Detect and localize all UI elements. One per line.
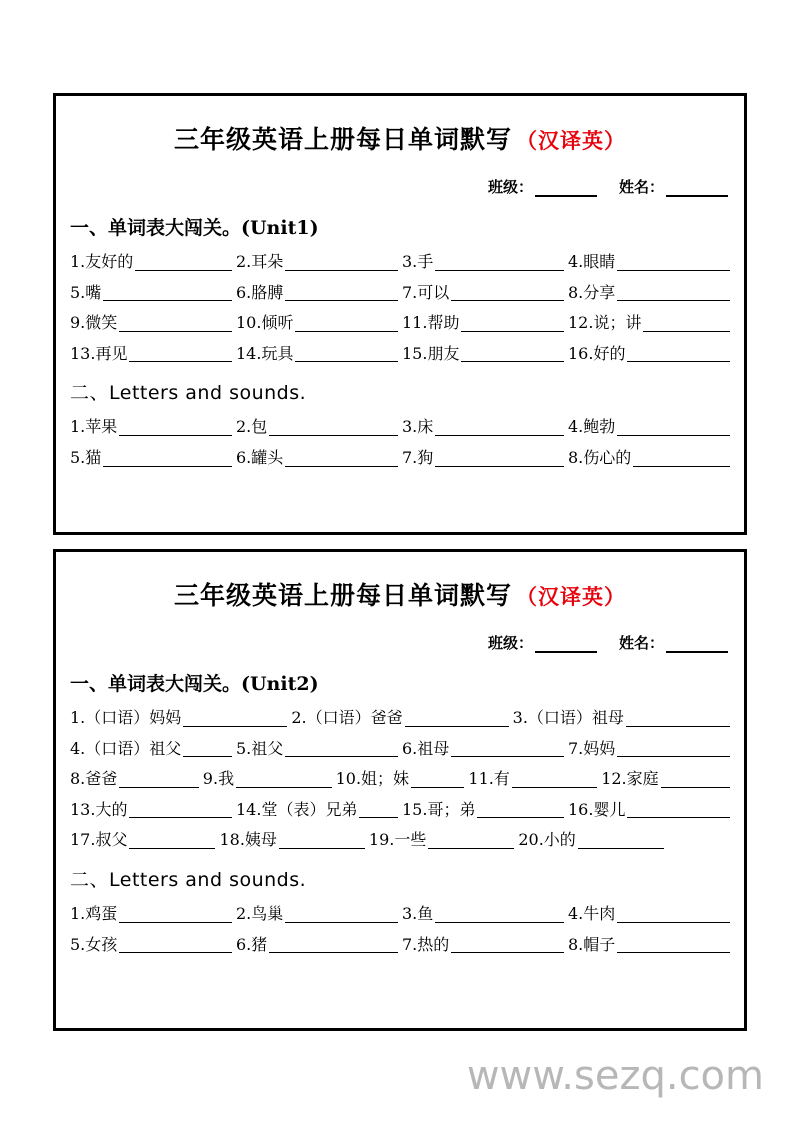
answer-blank[interactable] [435,452,564,467]
answer-blank[interactable] [512,773,597,788]
answer-blank[interactable] [285,742,398,757]
question-row [70,831,730,849]
question-label: 4.鲍勃 [568,417,616,437]
question-item [402,449,568,467]
card-title [70,576,730,612]
question-label: 4.（口语）祖父 [70,738,182,758]
question-item [219,831,368,849]
question-item [568,740,730,758]
question-item [402,284,568,302]
question-item [70,801,236,819]
question-item [236,284,402,302]
answer-blank[interactable] [617,256,730,271]
answer-blank[interactable] [626,712,730,727]
question-item [70,253,236,271]
question-label: 1.鸡蛋 [70,903,118,923]
answer-blank[interactable] [617,286,730,301]
answer-blank[interactable] [643,317,730,332]
answer-blank[interactable] [119,773,199,788]
question-label: 6.猪 [236,934,268,954]
class-field [488,176,597,197]
answer-blank[interactable] [627,803,730,818]
question-label: 2.（口语）爸爸 [291,708,403,727]
question-item [568,314,730,332]
question-item [568,253,730,271]
question-item [568,284,730,302]
answer-blank[interactable] [269,938,398,953]
question-label: 3.床 [402,417,434,437]
answer-blank[interactable] [451,938,564,953]
question-label: 11.有 [468,769,510,789]
answer-blank[interactable] [119,938,232,953]
question-label: 13.再见 [70,343,128,363]
question-item [468,770,601,788]
class-label: 班级： [487,178,533,196]
question-label: 2.鸟巢 [236,903,284,923]
question-label: 20.小的 [518,830,576,850]
question-item [336,770,469,788]
question-label: 7.妈妈 [568,738,616,758]
question-label: 10.姐；妹 [335,769,410,789]
question-label: 1.友好的 [70,252,134,271]
question-label: 6.祖母 [402,738,450,758]
question-label: 8.分享 [568,282,616,302]
question-row [70,740,730,758]
question-label: 4.牛肉 [568,903,616,923]
question-label: 10.倾听 [236,313,294,333]
question-label: 8.伤心的 [568,447,632,467]
answer-blank[interactable] [617,742,730,757]
answer-blank[interactable] [269,421,398,436]
question-item [402,418,568,436]
question-label: 16.婴儿 [568,799,626,819]
answer-blank[interactable] [129,347,232,362]
answer-blank[interactable] [285,452,398,467]
answer-blank[interactable] [451,286,564,301]
section-heading-unit2: 一、单词表大闯关。(Unit2) [70,673,319,695]
question-label: 3.鱼 [402,903,434,923]
answer-blank[interactable] [103,452,232,467]
answer-blank[interactable] [617,938,730,953]
question-label: 3.（口语）祖母 [512,708,624,727]
question-item [291,709,512,727]
name-label: 姓名： [618,178,664,196]
question-item [236,345,402,363]
answer-blank[interactable] [236,773,332,788]
question-row [70,709,730,727]
question-item [203,770,336,788]
answer-blank[interactable] [135,256,232,271]
answer-blank[interactable] [295,317,398,332]
question-row [70,253,730,271]
answer-blank[interactable] [129,834,215,849]
question-item [513,709,730,727]
question-item [568,418,730,436]
answer-blank[interactable] [461,317,564,332]
answer-blank[interactable] [617,421,730,436]
answer-blank[interactable] [119,421,232,436]
answer-blank[interactable] [633,452,730,467]
question-label: 9.我 [202,769,235,789]
student-meta-row [70,176,730,197]
question-item [70,314,236,332]
question-label: 9.微笑 [70,313,118,333]
answer-blank[interactable] [477,803,564,818]
question-label: 7.可以 [402,282,450,302]
answer-blank[interactable] [435,256,564,271]
question-item [70,740,236,758]
question-label: 16.好的 [568,343,626,363]
answer-blank[interactable] [285,908,398,923]
question-item [236,905,402,923]
answer-blank[interactable] [428,834,514,849]
class-blank[interactable] [535,636,597,653]
card-title-main: 三年级英语上册每日单词默写 [173,581,512,610]
answer-blank[interactable] [359,803,398,818]
question-item [568,905,730,923]
name-field [619,632,728,653]
question-label: 5.猫 [70,447,102,467]
question-label: 5.祖父 [236,738,284,758]
question-item [70,418,236,436]
question-label: 1.（口语）妈妈 [70,708,182,727]
name-field [619,176,728,197]
question-label: 4.眼睛 [568,252,616,271]
question-item [402,905,568,923]
card-title-main: 三年级英语上册每日单词默写 [173,125,512,154]
question-label: 14.玩具 [236,343,294,363]
answer-blank[interactable] [435,908,564,923]
answer-blank[interactable] [183,742,232,757]
question-item [70,449,236,467]
question-rows-letters-1 [70,418,730,466]
question-label: 6.罐头 [236,447,284,467]
question-label: 11.帮助 [402,313,460,333]
class-blank[interactable] [535,180,597,197]
answer-blank[interactable] [661,773,730,788]
question-label: 8.爸爸 [70,769,118,789]
question-label: 15.朋友 [402,343,460,363]
name-label: 姓名： [618,634,664,652]
answer-blank[interactable] [103,286,232,301]
question-item [402,345,568,363]
answer-blank[interactable] [451,742,564,757]
question-label: 3.手 [402,252,434,271]
question-row [70,449,730,467]
question-label: 14.堂（表）兄弟 [236,799,358,819]
question-row [70,770,730,788]
answer-blank[interactable] [183,712,287,727]
worksheet-card-unit1 [53,93,747,535]
question-label: 15.哥；弟 [402,799,476,819]
question-item [236,418,402,436]
question-row [70,314,730,332]
answer-blank[interactable] [119,908,232,923]
question-item [518,831,667,849]
question-item [236,936,402,954]
question-item [369,831,518,849]
answer-blank[interactable] [119,317,232,332]
question-label: 17.叔父 [70,830,128,850]
question-item [236,801,402,819]
question-item [236,314,402,332]
worksheet-card-unit2 [53,549,747,1031]
question-item [236,740,402,758]
answer-blank[interactable] [285,256,398,271]
question-item [568,345,730,363]
question-item [568,801,730,819]
answer-blank[interactable] [405,712,509,727]
answer-blank[interactable] [279,834,365,849]
question-item [402,253,568,271]
question-label: 5.嘴 [70,282,102,302]
question-label: 7.狗 [402,447,434,467]
question-row [70,418,730,436]
name-blank[interactable] [666,636,728,653]
question-item [568,449,730,467]
question-label: 6.胳膊 [236,282,284,302]
question-item [70,284,236,302]
answer-blank[interactable] [285,286,398,301]
card-title-sub: （汉译英） [516,584,626,609]
question-label: 2.包 [236,417,268,437]
question-label: 2.耳朵 [236,252,284,271]
question-item [70,709,291,727]
question-row [70,345,730,363]
question-item [402,740,568,758]
card-title [70,120,730,156]
question-item [70,936,236,954]
question-item [568,936,730,954]
question-item [236,449,402,467]
question-item [402,314,568,332]
answer-blank[interactable] [435,421,564,436]
name-blank[interactable] [666,180,728,197]
question-label: 12.家庭 [601,769,659,789]
question-item [402,801,568,819]
question-row [70,284,730,302]
student-meta-row [70,632,730,653]
question-label: 19.一些 [368,830,427,850]
answer-blank[interactable] [617,908,730,923]
answer-blank[interactable] [627,347,730,362]
question-item [402,936,568,954]
site-watermark: www.sezq.com [466,1053,764,1099]
question-rows-unit1 [70,253,730,362]
question-label: 7.热的 [402,934,450,954]
question-label: 5.女孩 [70,934,118,954]
question-label: 1.苹果 [70,417,118,437]
answer-blank[interactable] [411,773,464,788]
question-label: 8.帽子 [568,934,616,954]
question-item [70,905,236,923]
question-rows-unit2 [70,709,730,849]
question-row [70,801,730,819]
question-label: 18.姨母 [219,830,277,850]
question-item [70,345,236,363]
question-rows-letters-2 [70,905,730,953]
class-field [488,632,597,653]
question-item [236,253,402,271]
card-title-sub: （汉译英） [516,128,626,153]
answer-blank[interactable] [578,834,664,849]
question-row [70,905,730,923]
question-item [601,770,730,788]
question-item [70,770,203,788]
section-heading-letters-2: 二、Letters and sounds. [70,868,307,891]
answer-blank[interactable] [461,347,564,362]
question-row [70,936,730,954]
question-item [70,831,219,849]
answer-blank[interactable] [129,803,232,818]
section-heading-unit1: 一、单词表大闯关。(Unit1) [70,217,319,239]
question-label: 13.大的 [70,799,128,819]
answer-blank[interactable] [295,347,398,362]
section-heading-letters-1: 二、Letters and sounds. [70,382,307,405]
question-label: 12.说；讲 [568,313,642,333]
class-label: 班级： [487,634,533,652]
